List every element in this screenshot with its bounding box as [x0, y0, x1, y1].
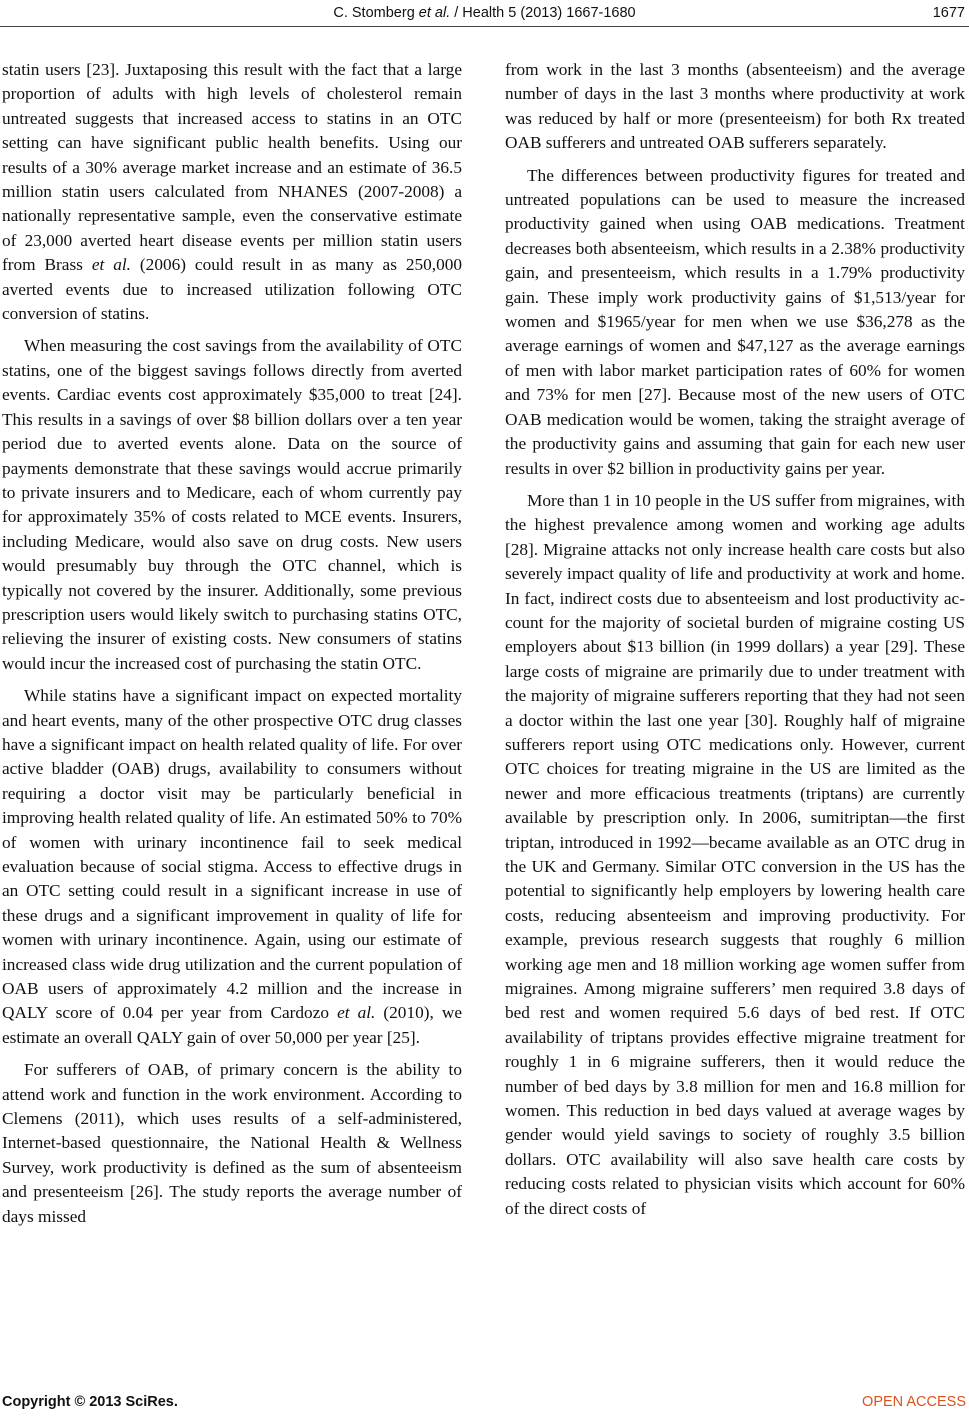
header-rule — [0, 26, 969, 27]
body-paragraph — [2, 1058, 462, 1229]
copyright-notice: Copyright © 2013 SciRes. — [2, 1394, 178, 1410]
body-paragraph — [505, 164, 965, 481]
page-footer — [0, 1394, 969, 1414]
body-paragraph — [2, 684, 462, 1050]
body-paragraph — [505, 58, 965, 156]
paragraph-text: For sufferers of OAB, of primary concern is the ability to attend work and function in the work environment. According to Clemens (2011), which uses results of a self-administered, Internet-based questionnaire, the National Health & Wellness Survey, work productivity is defined as the sum of absenteeism and presenteeism [26]. The study reports the average number of days missed — [2, 1060, 462, 1226]
running-title-etal: et al. — [418, 5, 451, 21]
paragraph-text: When measuring the cost savings from the availability of OTC statins, one of the biggest savings follows directly from averted events. Cardiac events cost approximately $35,000 to treat [24]. This results in a savings of over $8 billion dollars over a ten year period due to averted events alone. Data on the source of payments demonstrate that these savings would accrue primarily to private insurers and to Medicare, each of whom currently pay for approximately 35% of costs related to MCE events. Insurers, including Medicare, would also save on drug costs. New users would presumably buy through the OTC channel, which is typically not covered by the insurer. Additionally, some previous prescription users would likely switch to purchasing statins OTC, relieving the insurer of existing costs. New consumers of statins would incur the increased cost of purchasing the statin OTC. — [2, 336, 462, 673]
right-column — [505, 58, 965, 1229]
body-paragraph — [505, 489, 965, 1221]
open-access-label: OPEN ACCESS — [862, 1394, 966, 1410]
paragraph-text: statin users [23]. Juxtaposing this result with the fact that a large proportion of adults with high levels of cholesterol remain untreated suggests that increased access to statins in an OTC setting can have significant public health benefits. Using our results of a 30% average market increase and an estimate of 36.5 million statin users calculated from NHANES (2007-2008) a nationally representative sample, even the conservative estimate of 23,000 averted heart disease events per million statin users from Brass — [2, 60, 462, 275]
italic-text: et al. — [337, 1003, 376, 1023]
page-number: 1677 — [932, 5, 965, 21]
italic-text: et al. — [91, 255, 131, 275]
paragraph-text: The differences between productivity figures for treated and untreated populations can be used to measure the increased productivity gained when using OAB medications. Treatment decreases both absenteeism, which results in a 2.38% productivity gain, and presenteeism, which results in a 1.79% productivity gain. These imply work productivity gains of $1,513/year for women and $1965/year for men when we use $36,278 as the average earnings of women and $47,127 as the average earnings of men with labor market participation rates of 60% for women and 73% for men [27]. Because most of the new users of OTC OAB medication would be women, taking the straight average of the productivity gains and assuming that gain for each new user results in over $2 billion in productivity gains per year. — [505, 165, 965, 478]
body-paragraph — [2, 58, 462, 326]
running-title-journal: / Health 5 (2013) 1667-1680 — [450, 5, 636, 21]
paragraph-text: (2006) could result in as many as 250,000 averted events due to increased utilization following OTC conversion of statins. — [2, 255, 462, 324]
running-title-authors: C. Stomberg — [333, 5, 419, 21]
paragraph-text: (2010), we estimate an overall QALY gain of over 50,000 per year [25]. — [2, 1003, 463, 1047]
paragraph-text: More than 1 in 10 people in the US suffer from migraines, with the highest prevalence among women and working age adults [28]. Migraine attacks not only increase health care costs but also severely impact quality of life and productivity at work and home. In fact, indirect costs due to absenteeism and lost productivity account for the majority of societal burden of migraine costing US employers about $13 billion (in 1999 dollars) a year [29]. These large costs of migraine are primarily due to under treatment with the majority of migraine sufferers reporting that they had not seen a doctor within the last one year [30]. Roughly half of migraine sufferers report using OTC medications only. However, current OTC choices for treating migraine in the US are limited as the newer and more efficacious treatments (triptans) are currently available by prescription only. In 2006, sumitriptan—the first triptan, introduced in 1992—became available as an OTC drug in the UK and Germany. Similar OTC conversion in the US has the potential to significantly help employers by lowering health care costs, reducing absenteeism and improving productivity. For example, previous research suggests that roughly 6 million working age men and 18 million working age women suffer from migraines. Among migraine sufferers’ men required 3.8 days of bed rest and women required 5.6 days of bed rest. If OTC availability of triptans provides effective migraine treatment for roughly 1 in 6 migraine sufferers, then it would reduce the number of bed days by 3.8 million for men and 16.8 million for women. This reduction in bed days valued at average wages by gender would yield savings to society of roughly 3.5 billion dollars. OTC availability will also save health care costs by reducing costs related to physician visits which account for 60% of the direct costs of — [505, 490, 965, 1218]
paragraph-text: from work in the last 3 months (absenteeism) and the average number of days in the last 3 months where productivity at work was reduced by half or more (presenteeism) for both Rx treated OAB sufferers and untreated OAB sufferers separately. — [505, 60, 965, 153]
left-column — [2, 58, 462, 1237]
paragraph-text: While statins have a significant impact on expected mortality and heart events, many of the other prospective OTC drug classes have a significant impact on health related quality of life. For over active bladder (OAB) drugs, availability to consumers without requiring a doctor visit may be particularly beneficial in improving health related quality of life. An estimated 50% to 70% of women with urinary incontinence fail to seek medical evaluation because of social stigma. Access to effective drugs in an OTC setting could result in a significant increase in use of these drugs and a significant improvement in quality of life for women with urinary incontinence. Again, using our estimate of increased class wide drug utilization and the current population of OAB users of approximately 4.2 million and the increase in QALY score of 0.04 per year from Cardozo — [2, 686, 462, 1023]
body-paragraph — [2, 334, 462, 676]
running-title — [0, 5, 969, 21]
